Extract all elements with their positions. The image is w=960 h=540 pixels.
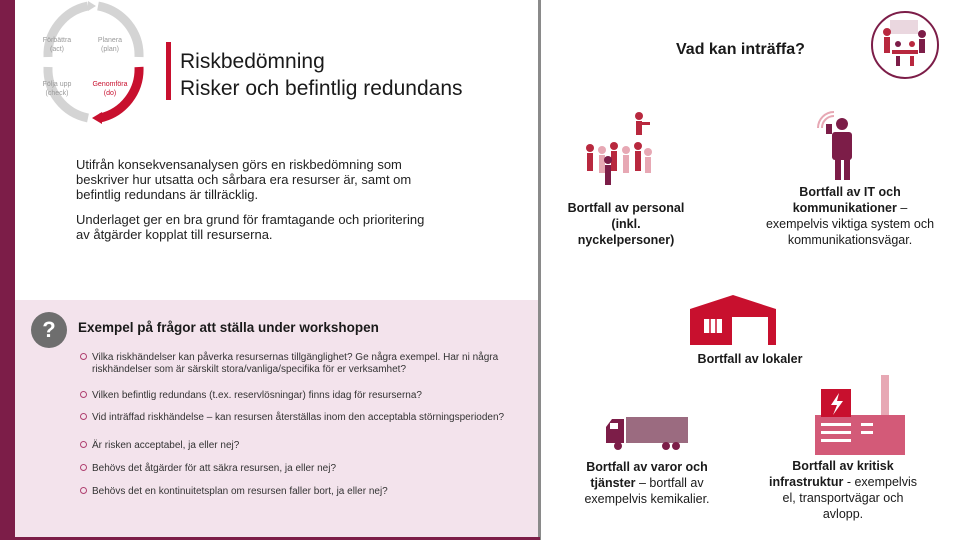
list-item: Vilka riskhändelser kan påverka resursernas tillgänglighet? Ge några exempel. Har ni några riskhändelser som är särskilt stora/vanliga/specifika för er verksamhet? [80,352,520,376]
infra-caption-bold: Bortfall av kritisk infrastruktur [769,459,894,489]
question-mark-icon: ? [31,312,67,348]
intro-text [76,157,436,252]
right-title: Vad kan inträffa? [676,41,805,58]
workshop-icon [870,10,940,80]
list-item: Vilken befintlig redundans (t.ex. reservlösningar) finns idag för resurserna? [80,390,520,402]
pdca-cycle-graphic [22,0,162,132]
examples-heading: Exempel på frågor att ställa under workshopen [78,320,379,335]
infrastructure-caption [768,458,918,522]
goods-caption-bold: Bortfall av varor och tjänster [586,460,708,490]
question-list [80,352,520,498]
building-icon [690,295,776,345]
premises-caption: Bortfall av lokaler [697,352,803,366]
power-plant-icon [815,375,905,455]
list-item: Behövs det en kontinuitetsplan om resursen faller bort, ja eller nej? [80,486,520,498]
it-caption-bold: Bortfall av IT och kommunikationer [792,185,901,215]
goods-caption-rest: – bortfall av exempelvis kemikalier. [584,476,710,506]
list-item: Är risken acceptabel, ja eller nej? [80,440,520,452]
phone-user-icon [818,112,868,182]
cycle-plan-label: Planera (plan) [97,37,123,53]
intro-paragraph-2: Underlaget ger en bra grund för framtagande och prioritering av åtgärder kopplat till resurserna. [76,212,425,242]
pdca-cycle [22,0,162,132]
page-subtitle: Risker och befintlig redundans [180,77,463,100]
truck-icon [606,415,688,451]
infra-caption-rest: - exempelvis el, transportvägar och avlopp. [782,475,917,521]
it-caption-rest: – exempelvis viktiga system och kommunikationsvägar. [765,201,935,247]
goods-caption [568,459,726,507]
intro-paragraph-1: Utifrån konsekvensanalysen görs en riskbedömning som beskriver hur utsatta och sårbara era resurser är, samt om befintlig redundans är tillräcklig. [76,157,412,202]
cycle-check-label: Följa upp (check) [42,81,72,97]
page-title: Riskbedömning [180,50,325,73]
cycle-act-label: Förbättra (act) [42,37,72,53]
left-accent-bar [0,0,15,540]
title-accent-bar [166,42,171,100]
personnel-caption: Bortfall av personal (inkl. nyckelpersoner) [567,201,685,247]
it-caption [760,184,940,248]
cycle-do-label: Genomföra (do) [92,81,128,97]
list-item: Behövs det åtgärder för att säkra resursen, ja eller nej? [80,463,520,475]
people-icon [578,110,658,190]
list-item: Vid inträffad riskhändelse – kan resursen återställas inom den acceptabla störningsperioden? [80,412,520,424]
